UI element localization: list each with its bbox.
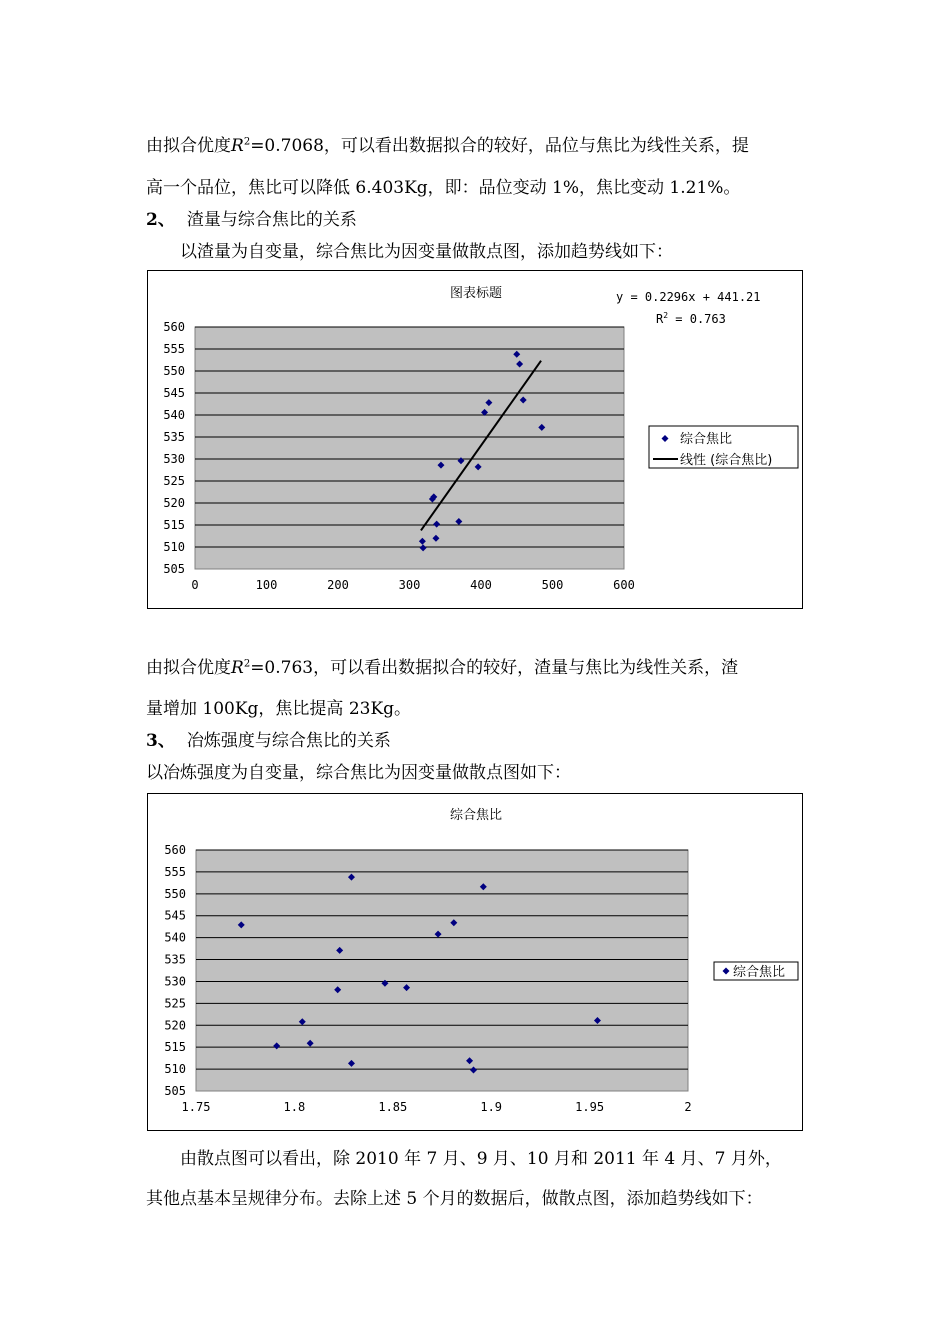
- paragraph-line: [146, 653, 738, 678]
- chart-slag-vs-coke: [147, 270, 803, 609]
- y-tick-label: 560: [163, 320, 185, 334]
- y-tick-label: 540: [164, 930, 186, 945]
- paragraph-line: 高一个品位，焦比可以降低 6.403Kg，即：品位变动 1%，焦比变动 1.21%。: [146, 178, 741, 198]
- x-tick-label: 200: [327, 578, 349, 592]
- x-tick-label: 1.9: [480, 1100, 503, 1114]
- section-title: 冶炼强度与综合焦比的关系: [186, 731, 391, 751]
- chart2-svg: [148, 794, 802, 1130]
- section-number: 3、: [146, 731, 175, 751]
- chart-intensity-vs-coke: [147, 793, 803, 1131]
- legend-label: 线性 (综合焦比): [680, 453, 773, 468]
- section-number: 2、: [146, 210, 175, 230]
- y-tick-label: 555: [163, 342, 185, 356]
- x-tick-label: 600: [613, 578, 635, 592]
- x-tick-label: 400: [470, 578, 492, 592]
- text: =0.763，可以看出数据拟合的较好，渣量与焦比为线性关系，渣: [250, 658, 739, 678]
- section-heading: [146, 726, 391, 751]
- y-tick-label: 550: [164, 886, 186, 901]
- y-tick-label: 555: [164, 864, 186, 879]
- y-tick-label: 520: [163, 496, 185, 510]
- r-symbol: R: [231, 136, 244, 156]
- y-tick-label: 560: [164, 843, 186, 857]
- y-tick-label: 550: [163, 364, 185, 378]
- x-tick-label: 1.75: [181, 1100, 211, 1114]
- y-tick-label: 545: [163, 386, 185, 400]
- y-tick-label: 545: [164, 908, 186, 923]
- y-tick-label: 525: [164, 996, 186, 1011]
- chart-title: 综合焦比: [449, 808, 503, 823]
- y-tick-label: 530: [164, 974, 186, 989]
- y-tick-label: 535: [163, 430, 185, 444]
- y-tick-label: 510: [164, 1062, 186, 1077]
- y-tick-label: 535: [164, 952, 186, 967]
- section-title: 渣量与综合焦比的关系: [186, 210, 357, 230]
- text: 由拟合优度: [146, 136, 231, 156]
- superscript: 2: [243, 136, 251, 148]
- x-tick-label: 500: [541, 578, 564, 592]
- x-tick-label: 1.8: [283, 1100, 306, 1114]
- x-tick-label: 100: [255, 578, 278, 592]
- plot-area: [195, 327, 624, 569]
- trend-equation: y = 0.2296x + 441.21: [616, 290, 761, 304]
- y-tick-label: 520: [164, 1018, 186, 1033]
- y-tick-label: 525: [163, 474, 185, 488]
- y-tick-label: 540: [163, 408, 185, 422]
- paragraph-line: 量增加 100Kg，焦比提高 23Kg。: [146, 699, 412, 719]
- y-tick-label: 515: [163, 518, 185, 532]
- r-squared: $R^2 = 0.763$: [656, 311, 726, 326]
- x-tick-label: 2: [684, 1100, 692, 1114]
- superscript: 2: [243, 658, 251, 670]
- x-tick-label: 300: [398, 578, 421, 592]
- paragraph-line: 由散点图可以看出，除 2010 年 7 月、9 月、10 月和 2011 年 4 月、7 月外，: [180, 1149, 782, 1169]
- y-tick-label: 505: [163, 562, 185, 576]
- y-tick-label: 505: [164, 1084, 186, 1098]
- y-tick-label: 515: [164, 1040, 186, 1055]
- r-symbol: R: [231, 658, 244, 678]
- plot-area: [196, 850, 688, 1091]
- x-tick-label: 1.95: [575, 1100, 605, 1114]
- paragraph-line: 以冶炼强度为自变量，综合焦比为因变量做散点图如下：: [146, 763, 571, 783]
- x-tick-label: 0: [191, 578, 199, 592]
- x-tick-label: 1.85: [378, 1100, 408, 1114]
- legend-label: 综合焦比: [680, 432, 733, 447]
- y-tick-label: 530: [163, 452, 185, 466]
- text: =0.7068，可以看出数据拟合的较好，品位与焦比为线性关系，提: [250, 136, 749, 156]
- paragraph-line: [146, 131, 749, 156]
- paragraph-line: 其他点基本呈规律分布。去除上述 5 个月的数据后，做散点图，添加趋势线如下：: [146, 1189, 763, 1209]
- section-heading: [146, 205, 357, 230]
- chart-title: 图表标题: [449, 286, 503, 301]
- legend-label: 综合焦比: [733, 965, 786, 980]
- chart1-svg: [148, 271, 802, 608]
- text: 由拟合优度: [146, 658, 231, 678]
- y-tick-label: 510: [163, 540, 185, 554]
- paragraph-line: 以渣量为自变量，综合焦比为因变量做散点图，添加趋势线如下：: [180, 242, 673, 262]
